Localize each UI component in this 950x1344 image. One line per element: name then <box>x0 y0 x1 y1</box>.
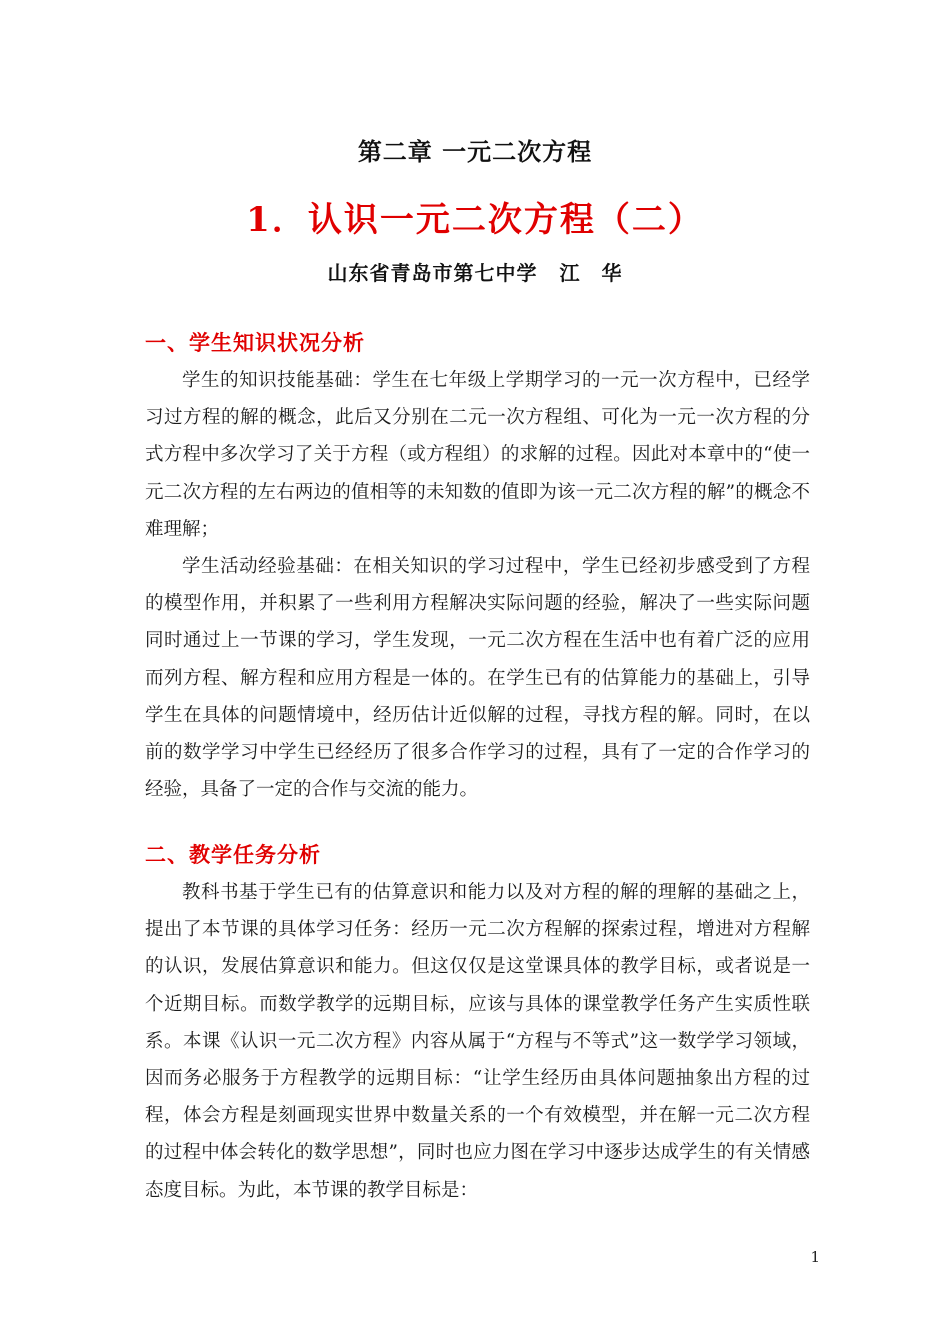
paragraph: 学生的知识技能基础：学生在七年级上学期学习的一元一次方程中，已经学习过方程的解的概念，此后又分别在二元一次方程组、可化为一元一次方程的分式方程中多次学习了关于方程（或方程组）的求解的过程。因此对本章中的“使一元二次方程的左右两边的值相等的未知数的值即为该一元二次方程的解”的概念不难理解； <box>145 370 810 540</box>
paragraph: 学生活动经验基础：在相关知识的学习过程中，学生已经初步感受到了方程的模型作用，并积累了一些利用方程解决实际问题的经验，解决了一些实际问题同时通过上一节课的学习，学生发现，一元二次方程在生活中也有着广泛的应用而列方程、解方程和应用方程是一体的。在学生已有的估算能力的基础上，引导学生在具体的问题情境中，经历估计近似解的过程，寻找方程的解。同时，在以前的数学学习中学生已经经历了很多合作学习的过程，具有了一定的合作学习的经验，具备了一定的合作与交流的能力。 <box>145 556 810 801</box>
author-line <box>0 257 950 286</box>
paragraph: 教科书基于学生已有的估算意识和能力以及对方程的解的理解的基础之上，提出了本节课的具体学习任务：经历一元二次方程解的探索过程，增进对方程解的认识，发展估算意识和能力。但这仅仅是这堂课具体的教学目标，或者说是一个近期目标。而数学教学的远期目标，应该与具体的课堂教学任务产生实质性联系。本课《认识一元二次方程》内容从属于“方程与不等式”这一数学学习领域，因而务必服务于方程教学的远期目标：“让学生经历由具体问题抽象出方程的过程，体会方程是刻画现实世界中数量关系的一个有效模型，并在解一元二次方程的过程中体会转化的数学思想”，同时也应力图在学习中逐步达成学生的有关情感态度目标。为此，本节课的教学目标是： <box>145 882 810 1201</box>
section-heading: 二、教学任务分析 <box>145 842 321 867</box>
author-school: 山东省青岛市第七中学 <box>327 261 538 285</box>
section-heading: 一、学生知识状况分析 <box>145 330 365 355</box>
author-name: 江 华 <box>559 261 623 285</box>
page-number: 1 <box>810 1248 820 1266</box>
lesson-title: 1．认识一元二次方程（二） <box>246 200 704 240</box>
chapter-title: 第二章 一元二次方程 <box>357 137 593 166</box>
section-task-analysis <box>145 840 810 1209</box>
section-student-analysis <box>145 328 810 808</box>
